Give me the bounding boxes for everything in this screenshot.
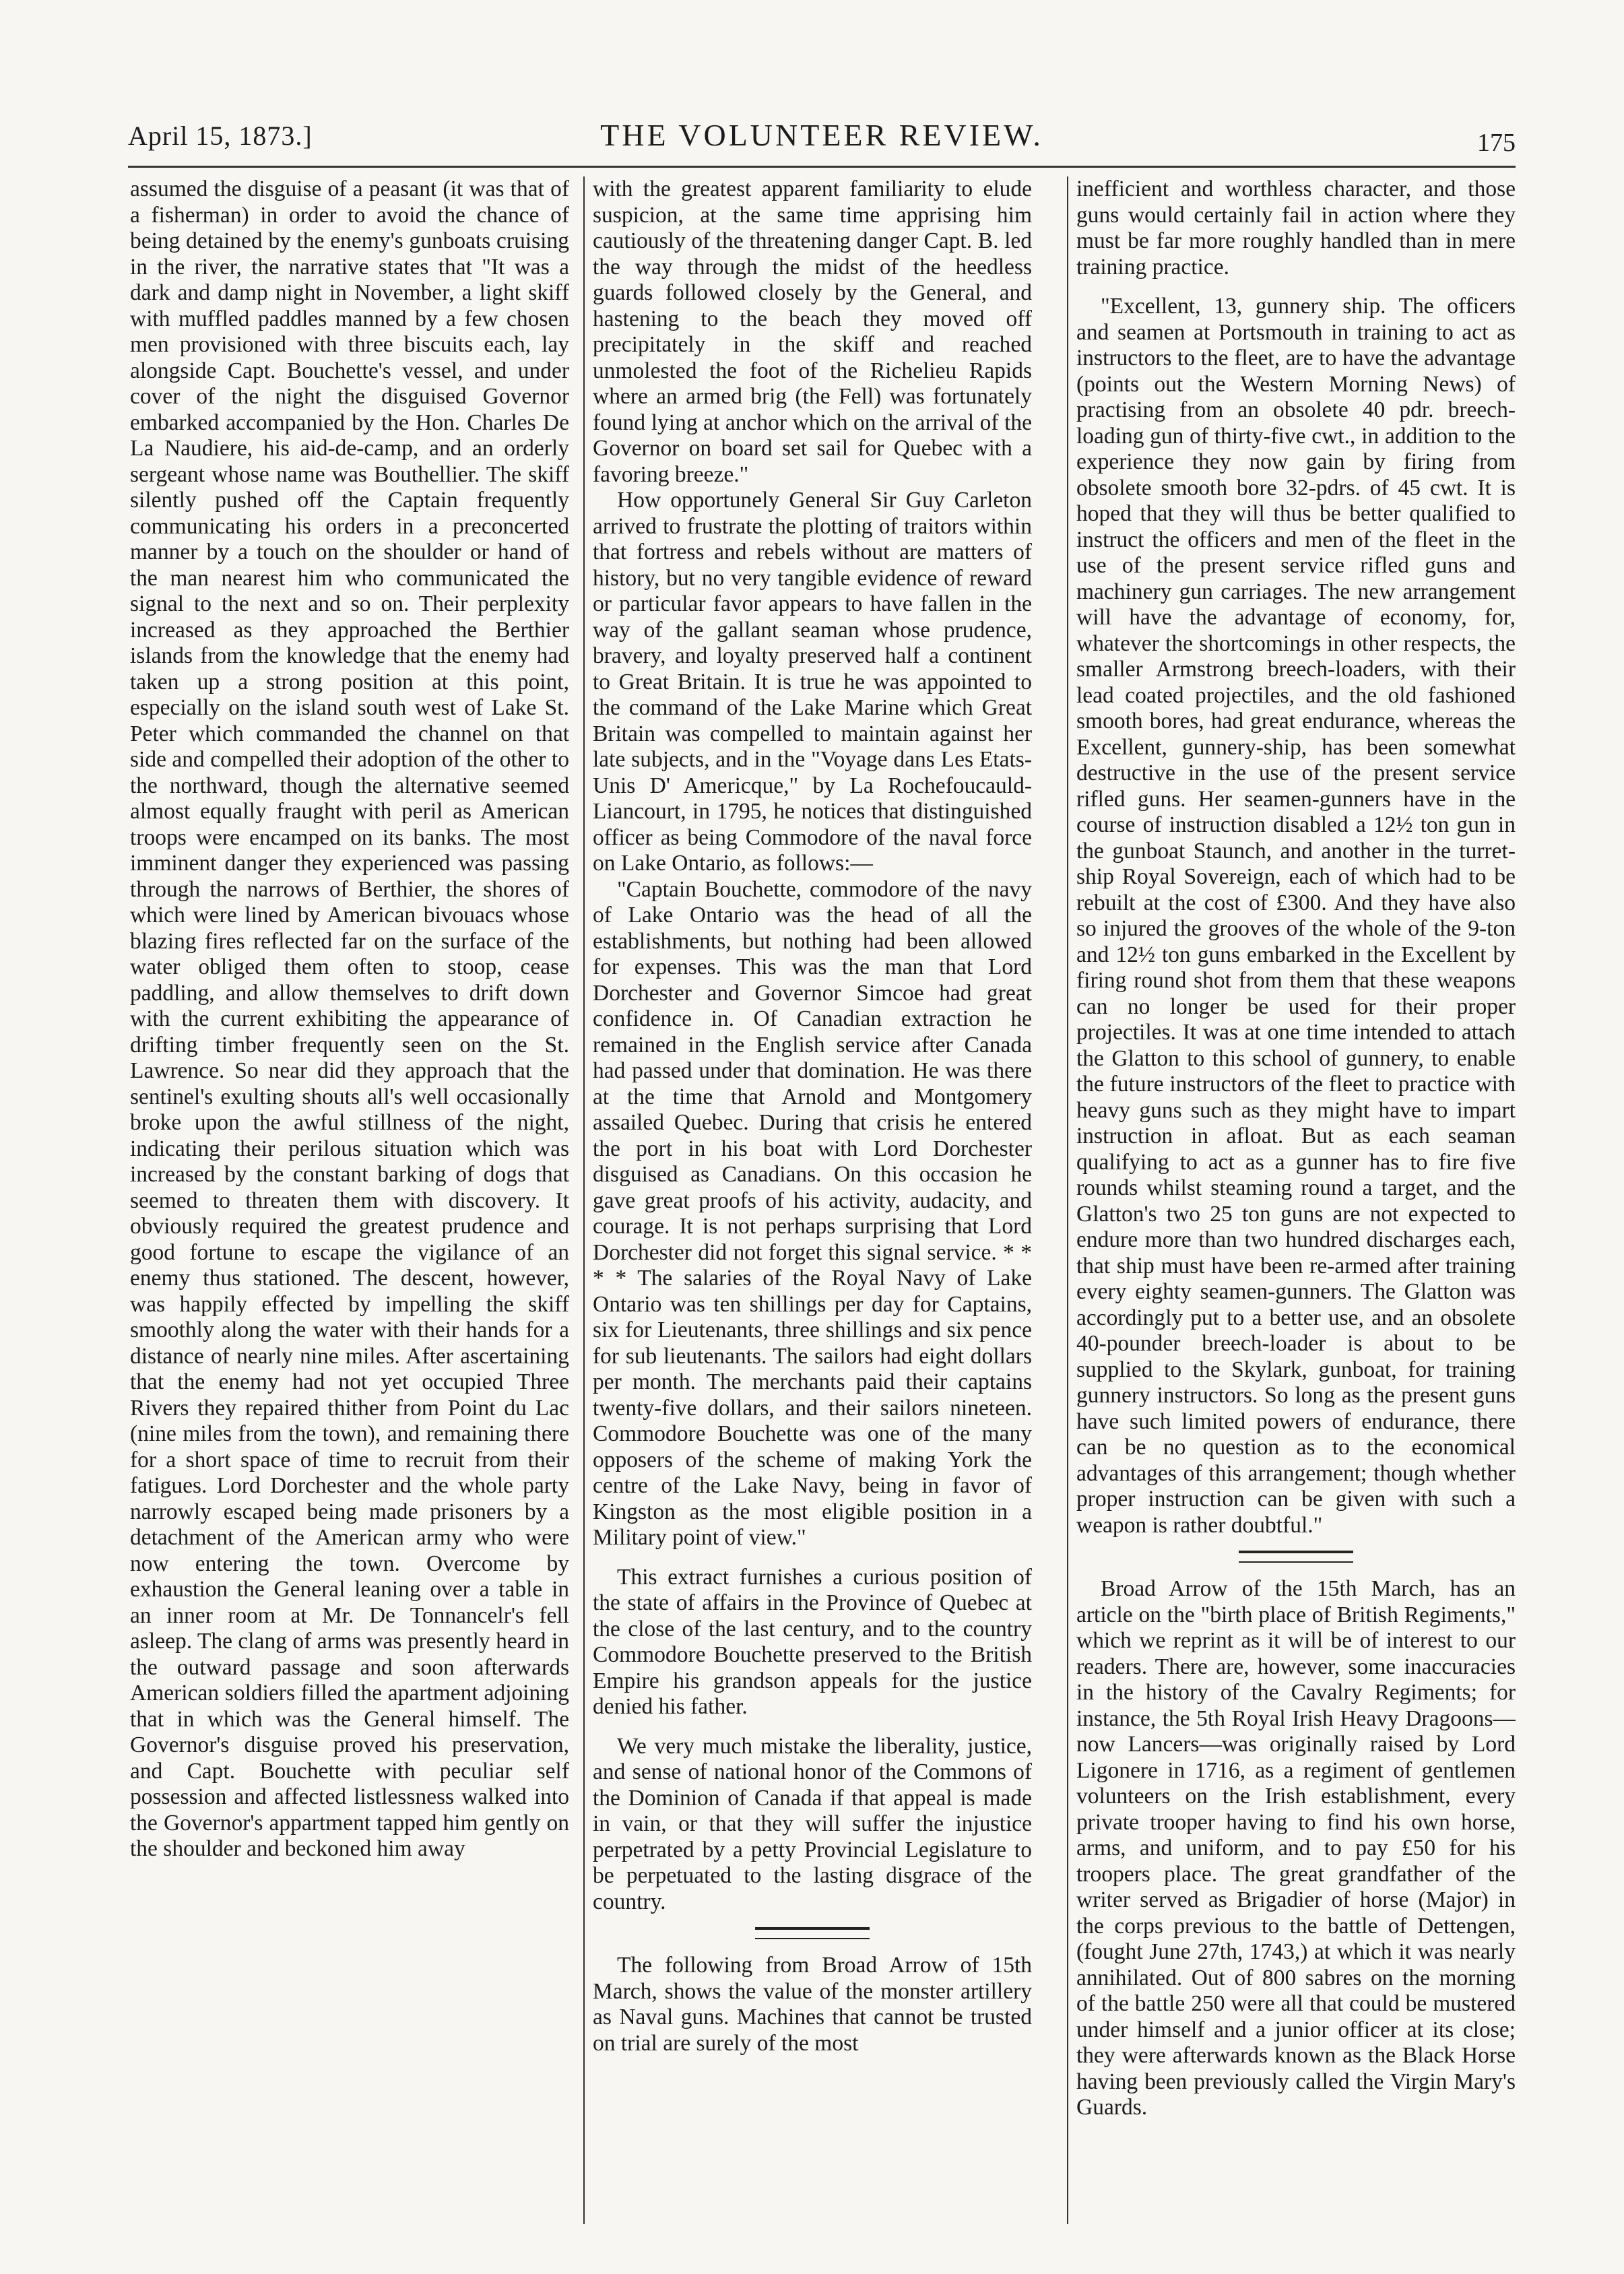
- column-1: [130, 176, 569, 2224]
- column-divider: [1067, 176, 1068, 2224]
- article-paragraph: This extract furnishes a curious position of the state of affairs in the Province of Quebec at the close of the last century, and to the country Commodore Bouchette preserved to the British Empire his grandson appeals for the justice denied his father.: [593, 1564, 1032, 1719]
- column-3: [1076, 176, 1516, 2224]
- issue-date: April 15, 1873.]: [128, 121, 313, 151]
- page-number: 175: [1477, 129, 1516, 157]
- quoted-extract: "Captain Bouchette, commodore of the navy of Lake Ontario was the head of all the establishments, but nothing had been allowed for expenses. This was the man that Lord Dorchester and Governor Simcoe had great confidence in. Of Canadian extraction he remained in the English service after Canada had passed under that domination. He was there at the time that Arnold and Montgomery assailed Quebec. During that crisis he entered the port in his boat with Lord Dorchester disguised as Canadians. On this occasion he gave great proofs of his activity, audacity, and courage. It is not perhaps surprising that Lord Dorchester did not forget this signal service. * * * * The salaries of the Royal Navy of Lake Ontario was ten shillings per day for Captains, six for Lieutenants, three shillings and six pence for sub lieutenants. The sailors had eight dollars per month. The merchants paid their captains twenty-five dollars, and their sailors nineteen. Commodore Bouchette was one of the many opposers of the scheme of making York the centre of the Lake Navy, being in favor of Kingston as the most eligible position in a Military point of view.": [593, 876, 1032, 1550]
- section-divider: [1239, 1551, 1353, 1563]
- column-divider: [583, 176, 585, 2224]
- column-2: [593, 176, 1032, 2224]
- article-paragraph: The following from Broad Arrow of 15th March, shows the value of the monster artillery as Naval guns. Machines that cannot be trusted on trial are surely of the most: [593, 1953, 1032, 2056]
- page-header: [128, 115, 1516, 162]
- article-paragraph: assumed the disguise of a peasant (it was that of a fisherman) in order to avoid the chance of being detained by the enemy's gunboats cruising in the river, the narrative states that "It was a dark and damp night in November, a light skiff with muffled paddles manned by a few chosen men provisioned with three biscuits each, lay alongside Capt. Bouchette's vessel, and under cover of the night the disguised Governor embarked accompanied by the Hon. Charles De La Naudiere, his aid-de-camp, and an orderly sergeant whose name was Bouthellier. The skiff silently pushed off the Captain frequently communicating his orders in a preconcerted manner by a touch on the shoulder or hand of the man nearest him who communicated the signal to the next and so on. Their perplexity increased as they approached the Berthier islands from the knowledge that the enemy had taken up a strong position at this point, especially on the island south west of Lake St. Peter which commanded the channel on that side and compelled their adoption of the other to the northward, though the alternative seemed almost equally fraught with peril as American troops were encamped on its banks. The most imminent danger they experienced was passing through the narrows of Berthier, the shores of which were lined by American bivouacs whose blazing fires reflected far on the surface of the water obliged them often to stoop, cease paddling, and allow themselves to drift down with the current exhibiting the appearance of drifting timber frequently seen on the St. Lawrence. So near did they approach that the sentinel's exulting shouts all's well occasionally broke upon the awful stillness of the night, indicating their perilous situation which was increased by the constant barking of dogs that seemed to threaten them with discovery. It obviously required the greatest prudence and good fortune to escape the vigilance of an enemy thus stationed. The descent, however, was happily effected by impelling the skiff smoothly along the water with their hands for a distance of nearly nine miles. After ascertaining that the enemy had not yet occupied Three Rivers they repaired thither from Point du Lac (nine miles from the town), and remaining there for a short space of time to recruit from their fatigues. Lord Dorchester and the whole party narrowly escaped being made prisoners by a detachment of the American army who were now entering the town. Overcome by exhaustion the General leaning over a table in an inner room at Mr. De Tonnancelr's fell asleep. The clang of arms was presently heard in the outward passage and soon afterwards American soldiers filled the apartment adjoining that in which was the General himself. The Governor's disguise proved his preservation, and Capt. Bouchette with peculiar self possession and affected listlessness walked into the Governor's appartment tapped him gently on the shoulder and beckoned him away: [130, 176, 569, 1861]
- article-paragraph: with the greatest apparent familiarity to elude suspicion, at the same time apprising him cautiously of the threatening danger Capt. B. led the way through the midst of the heedless guards followed closely by the General, and hastening to the beach they moved off precipitately in the skiff and reached unmolested the foot of the Richelieu Rapids where an armed brig (the Fell) was fortunately found lying at anchor which on the arrival of the Governor on board set sail for Quebec with a favoring breeze.": [593, 176, 1032, 487]
- article-paragraph: How opportunely General Sir Guy Carleton arrived to frustrate the plotting of traitors within that fortress and rebels without are matters of history, but no very tangible evidence of reward or particular favor appears to have fallen in the way of the gallant seaman whose prudence, bravery, and loyalty preserved half a continent to Great Britain. It is true he was appointed to the command of the Lake Marine which Great Britain was compelled to maintain against her late subjects, and in the "Voyage dans Les Etats-Unis D' Americque," by La Rochefoucauld-Liancourt, in 1795, he notices that distinguished officer as being Commodore of the naval force on Lake Ontario, as follows:—: [593, 488, 1032, 876]
- article-paragraph: We very much mistake the liberality, justice, and sense of national honor of the Commons of the Dominion of Canada if that appeal is made in vain, or that they will suffer the injustice perpetrated by a petty Provincial Legislature to be perpetuated to the lasting disgrace of the country.: [593, 1733, 1032, 1914]
- section-divider: [755, 1927, 870, 1939]
- article-paragraph: Broad Arrow of the 15th March, has an article on the "birth place of British Regiments," which we reprint as it will be of interest to our readers. There are, however, some inaccuracies in the history of the Cavalry Regiments; for instance, the 5th Royal Irish Heavy Dragoons—now Lancers—was originally raised by Lord Ligonere in 1716, as a regiment of gentlemen volunteers on the Irish establishment, every private trooper having to find his own horse, arms, and uniform, and to pay £50 for his troopers place. The great grandfather of the writer served as Brigadier of horse (Major) in the corps previous to the battle of Dettengen, (fought June 27th, 1743,) at which it was nearly annihilated. Out of 800 sabres on the morning of the battle 250 were all that could be mustered under himself and a junior officer at its close; they were afterwards known as the Black Horse having been previously called the Virgin Mary's Guards.: [1076, 1576, 1516, 2120]
- article-paragraph: inefficient and worthless character, and those guns would certainly fail in action where they must be far more roughly handled than in mere training practice.: [1076, 176, 1516, 280]
- quoted-extract: "Excellent, 13, gunnery ship. The officers and seamen at Portsmouth in training to act as instructors to the fleet, are to have the advantage (points out the Western Morning News) of practising from an obsolete 40 pdr. breech-loading gun of thirty-five cwt., in addition to the experience they now gain by firing from obsolete smooth bore 32-pdrs. of 45 cwt. It is hoped that they will thus be better qualified to instruct the officers and men of the fleet in the use of the present service rifled guns and machinery gun carriages. The new arrangement will have the advantage of economy, for, whatever the shortcomings in other respects, the smaller Armstrong breech-loaders, with their lead coated projectiles, and the old fashioned smooth bores, had great endurance, whereas the Excellent, gunnery-ship, has been somewhat destructive in the use of the present service rifled guns. Her seamen-gunners have in the course of instruction disabled a 12½ ton gun in the gunboat Staunch, and another in the turret-ship Royal Sovereign, each of which had to be rebuilt at the cost of £300. And they have also so injured the grooves of the whole of the 9-ton and 12½ ton guns embarked in the Excellent by firing round shot from them that these weapons can no longer be used for their proper projectiles. It was at one time intended to attach the Glatton to this school of gunnery, to enable the future instructors of the fleet to practice with heavy guns such as they might have to impart instruction in afloat. But as each seaman qualifying to act as a gunner has to fire five rounds whilst steaming round a target, and the Glatton's two 25 ton guns are not expected to endure more than two hundred discharges each, that ship must have been re-armed after training every eighty seamen-gunners. The Glatton was accordingly put to a better use, and an obsolete 40-pounder breech-loader is about to be supplied to the Skylark, gunboat, for training gunnery instructors. So long as the present guns have such limited powers of endurance, there can be no question as to the economical advantages of this arrangement; though whether proper instruction can be given with such a weapon is rather doubtful.": [1076, 294, 1516, 1538]
- header-rule: [128, 166, 1516, 168]
- publication-title: THE VOLUNTEER REVIEW.: [600, 118, 1043, 152]
